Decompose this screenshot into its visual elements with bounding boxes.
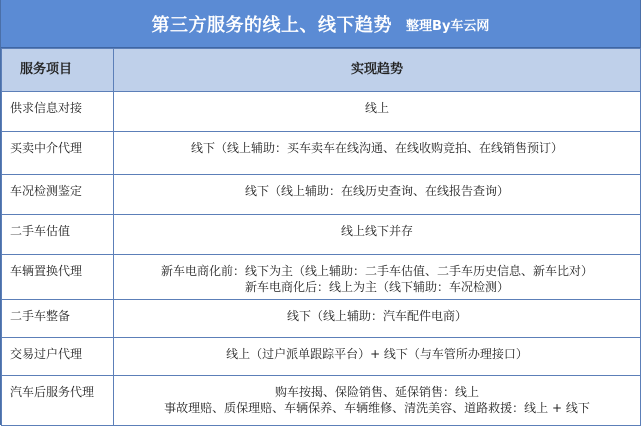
service-cell: 车辆置换代理 <box>2 255 114 300</box>
trend-cell <box>114 132 641 175</box>
trend-cell <box>114 175 641 215</box>
trend-line: 线上 <box>364 101 389 115</box>
title-bar <box>1 0 640 48</box>
service-cell: 车况检测鉴定 <box>2 175 114 215</box>
trend-table <box>1 48 641 426</box>
service-cell: 买卖中介代理 <box>2 132 114 175</box>
trend-line: 线下（线上辅助：在线历史查询、在线报告查询） <box>244 184 509 198</box>
service-cell: 二手车整备 <box>2 300 114 338</box>
table-row <box>2 92 641 132</box>
table-row <box>2 338 641 376</box>
trend-cell <box>114 255 641 300</box>
page-title: 第三方服务的线上、线下趋势 <box>151 14 393 36</box>
trend-line: 线下（线上辅助：买车卖车在线沟通、在线收购竞拍、在线销售预订） <box>190 141 563 155</box>
table-row <box>2 376 641 426</box>
trend-cell <box>114 92 641 132</box>
trend-cell <box>114 338 641 376</box>
trend-cell <box>114 376 641 426</box>
table-row <box>2 255 641 300</box>
trend-line: 事故理赔、质保理赔、车辆保养、车辆维修、清洗美容、道路救援：线上 + 线下 <box>164 401 590 415</box>
table-row <box>2 215 641 255</box>
table-row <box>2 300 641 338</box>
trend-line: 新车电商化前：线下为主（线上辅助：二手车估值、二手车历史信息、新车比对） <box>160 264 593 278</box>
service-cell: 二手车估值 <box>2 215 114 255</box>
table-header-row <box>2 49 641 92</box>
trend-line: 购车按揭、保险销售、延保销售：线上 <box>274 385 479 399</box>
service-cell: 汽车后服务代理 <box>2 376 114 426</box>
trend-line: 线下（线上辅助：汽车配件电商） <box>286 309 467 323</box>
table-row <box>2 132 641 175</box>
trend-line: 线上（过户派单跟踪平台）+ 线下（与车管所办理接口） <box>226 347 528 361</box>
service-cell: 供求信息对接 <box>2 92 114 132</box>
column-header-service: 服务项目 <box>2 49 114 92</box>
trend-cell <box>114 215 641 255</box>
source-credit: 整理By车云网 <box>406 19 490 34</box>
trend-cell <box>114 300 641 338</box>
trend-line: 新车电商化后：线上为主（线下辅助：车况检测） <box>244 280 509 294</box>
service-cell: 交易过户代理 <box>2 338 114 376</box>
table-row <box>2 175 641 215</box>
column-header-trend: 实现趋势 <box>114 49 641 92</box>
trend-line: 线上线下并存 <box>340 224 413 238</box>
